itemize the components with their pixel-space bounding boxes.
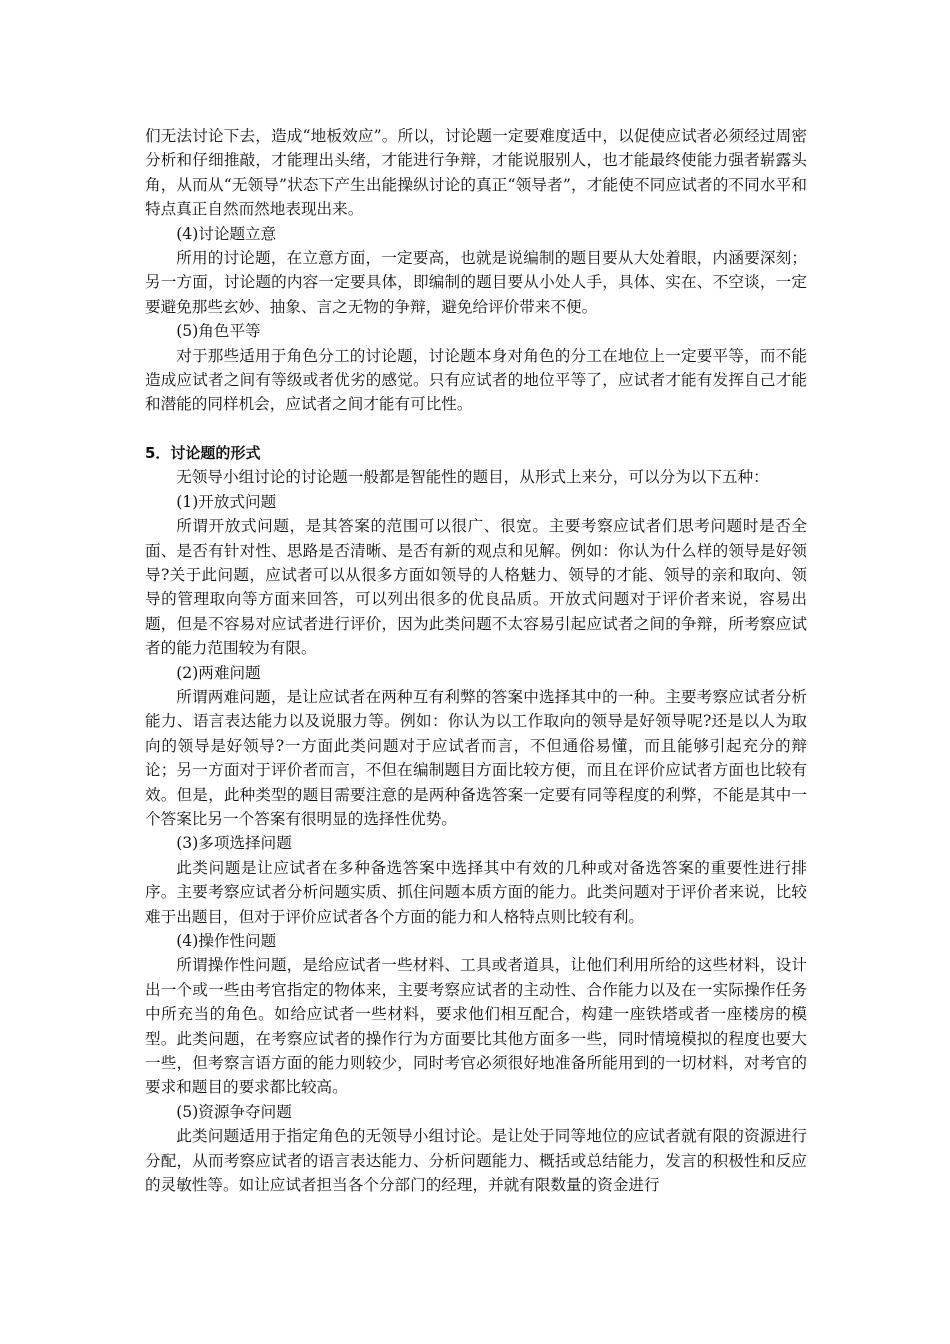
paragraph-topic-intent: 所用的讨论题，在立意方面，一定要高，也就是说编制的题目要从大处着眼，内涵要深刻；另一方面，讨论题的内容一定要具体，即编制的题目要从小处人手，具体、实在、不空谈，一定要避免那些玄妙、抽象、言之无物的争辩，避免给评价带来不便。 xyxy=(145,249,807,316)
subheading-operational: (4)操作性问题 xyxy=(176,932,277,950)
paragraph-resource-competition: 此类问题适用于指定角色的无领导小组讨论。是让处于同等地位的应试者就有限的资源进行分配，从而考察应试者的语言表达能力、分析问题能力、概括或总结能力，发言的积极性和反应的灵敏性等。如让应试者担当各个分部门的经理，并就有限数量的资金进行 xyxy=(145,1127,807,1195)
paragraph-dilemma-question: 所谓两难问题，是让应试者在两种互有利弊的答案中选择其中的一种。主要考察应试者分析能力、语言表达能力以及说服力等。例如：你认为以工作取向的领导是好领导呢?还是以人为取向的领导是好领导?一方面此类问题对于应试者而言，不但通俗易懂，而且能够引起充分的辩论；另一方面对于评价者而言，不但在编制题目方面比较方便，而且在评价应试者方面也比较有效。但是，此种类型的题目需要注意的是两种备选答案一定要有同等程度的利弊，不能是其中一个答案比另一个答案有很明显的选择性优势。 xyxy=(145,687,807,828)
subheading-resource-competition: (5)资源争夺问题 xyxy=(176,1102,292,1121)
subheading-topic-intent: (4)讨论题立意 xyxy=(176,224,277,243)
subheading-dilemma-question: (2)两难问题 xyxy=(176,663,261,682)
section-heading-forms: 5．讨论题的形式 xyxy=(145,443,261,462)
paragraph-open-question: 所谓开放式问题，是其答案的范围可以很广、很宽。主要考察应试者们思考问题时是否全面、是否有针对性、思路是否清晰、是否有新的观点和见解。例如：你认为什么样的领导是好领导?关于此问题，应试者可以从很多方面如领导的人格魅力、领导的才能、领导的亲和取向、领导的管理取向等方面来回答，可以列出很多的优良品质。开放式问题对于评价者来说，容易出题，但是不容易对应试者进行评价，因为此类问题不太容易引起应试者之间的争辩，所考察应试者的能力范围较为有限。 xyxy=(145,517,807,658)
subheading-role-equality: (5)角色平等 xyxy=(176,322,261,341)
paragraph-forms-intro: 无领导小组讨论的讨论题一般都是智能性的题目，从形式上来分，可以分为以下五种： xyxy=(176,468,769,487)
document-body xyxy=(145,124,807,1197)
subheading-multiple-choice: (3)多项选择问题 xyxy=(176,834,292,853)
subheading-open-question: (1)开放式问题 xyxy=(176,492,277,511)
paragraph-multiple-choice: 此类问题是让应试者在多种备选答案中选择其中有效的几种或对备选答案的重要性进行排序。主要考察应试者分析问题实质、抓住问题本质方面的能力。此类问题对于评价者来说，比较难于出题目，但对于评价应试者各个方面的能力和人格特点则比较有利。 xyxy=(145,858,807,926)
paragraph-role-equality: 对于那些适用于角色分工的讨论题，讨论题本身对角色的分工在地位上一定要平等，而不能造成应试者之间有等级或者优劣的感觉。只有应试者的地位平等了，应试者才能有发挥自己才能和潜能的同样机会，应试者之间才能有可比性。 xyxy=(145,346,807,414)
paragraph-continuation: 们无法讨论下去，造成“地板效应”。所以，讨论题一定要难度适中，以促使应试者必须经过周密分析和仔细推敲，才能理出头绪，才能进行争辩，才能说服别人，也才能最终使能力强者崭露头角，从而从“无领导”状态下产生出能操纵讨论的真正“领导者”，才能使不同应试者的不同水平和特点真正自然而然地表现出来。 xyxy=(145,127,807,219)
paragraph-operational: 所谓操作性问题，是给应试者一些材料、工具或者道具，让他们利用所给的这些材料，设计出一个或一些由考官指定的物体来，主要考察应试者的主动性、合作能力以及在一实际操作任务中所充当的角色。如给应试者一些材料，要求他们相互配合，构建一座铁塔或者一座楼房的模型。此类问题，在考察应试者的操作行为方面要比其他方面多一些，同时情境模拟的程度也要大一些，但考察言语方面的能力则较少，同时考官必须很好地准备所能用到的一切材料，对考官的要求和题目的要求都比较高。 xyxy=(145,956,807,1097)
